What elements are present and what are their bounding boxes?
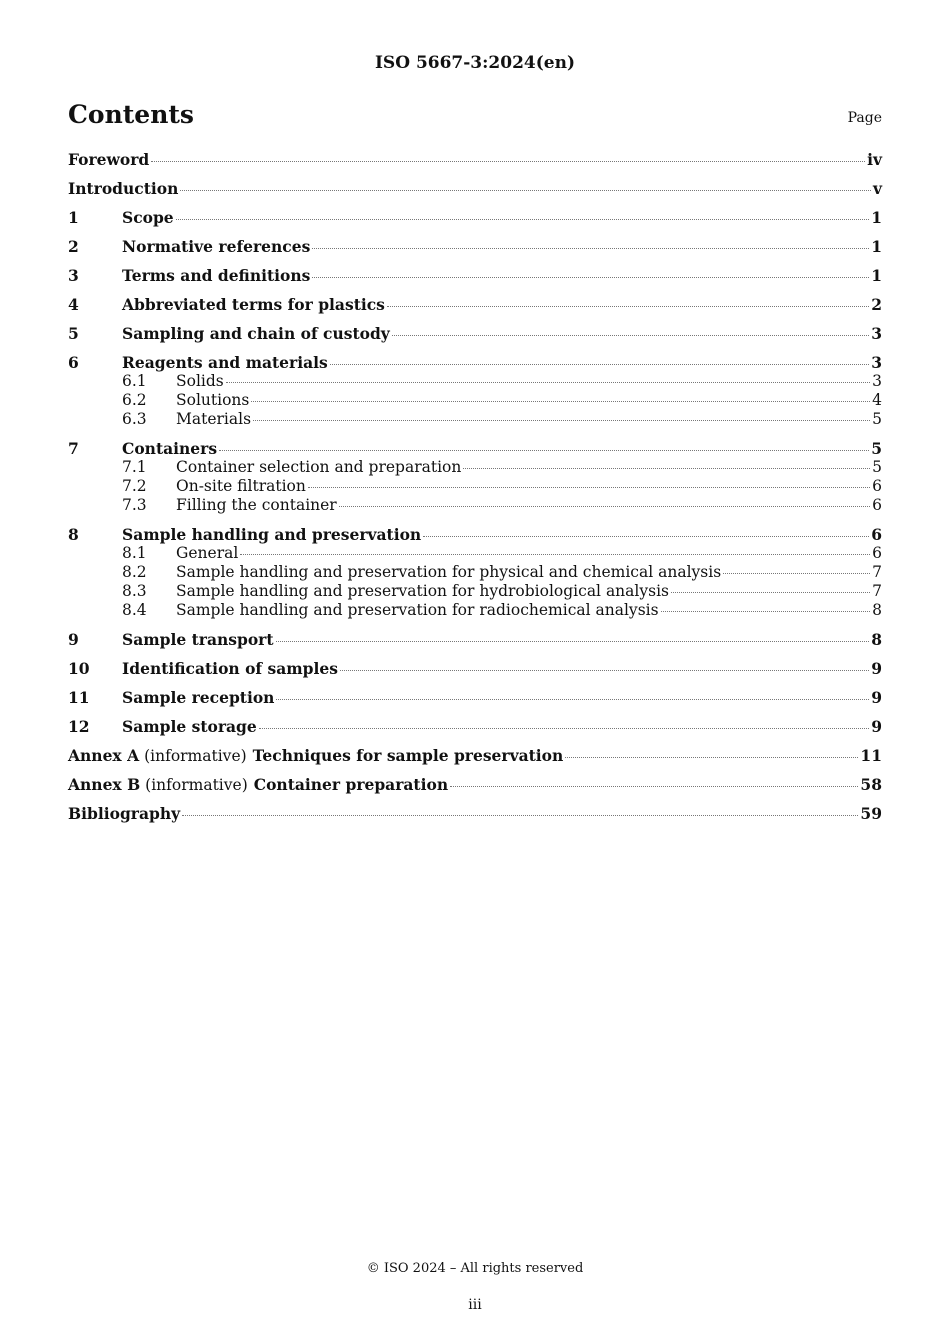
toc-subentry-number: 6.2 — [122, 391, 147, 409]
toc-entry-number: 3 — [68, 266, 79, 285]
toc-subentry-title: On-site filtration — [176, 477, 306, 495]
toc-entry-page: 2 — [871, 295, 882, 314]
toc-subentry-number: 7.3 — [122, 496, 147, 514]
toc-entry-page: 9 — [871, 717, 882, 736]
toc-entry[interactable] — [68, 150, 882, 169]
toc-leader-dots — [340, 670, 869, 671]
toc-leader-dots — [312, 277, 869, 278]
toc-subentry-title: Solids — [176, 372, 224, 390]
toc-entry-page: 1 — [871, 208, 882, 227]
toc-subentry[interactable] — [68, 458, 882, 477]
toc-annex-info: (informative) — [144, 747, 247, 765]
toc-entry-page: 3 — [871, 324, 882, 343]
toc-subentry-page: 6 — [872, 477, 882, 495]
toc-subentry-page: 5 — [872, 410, 882, 428]
toc-annex-label: Annex A — [68, 746, 140, 765]
footer-page-number: iii — [468, 1297, 482, 1313]
toc-subentry-title: General — [176, 544, 239, 562]
toc-subentry-page: 6 — [872, 496, 882, 514]
toc-leader-dots — [253, 420, 870, 421]
toc-entry[interactable] — [68, 324, 882, 343]
toc-entry[interactable] — [68, 804, 882, 823]
toc-subentry-number: 7.1 — [122, 458, 147, 476]
toc-entry-number: 11 — [68, 688, 90, 707]
toc-leader-dots — [151, 161, 865, 162]
toc-subentry-number: 8.4 — [122, 601, 147, 619]
toc-entry-title: Reagents and materials — [122, 353, 328, 372]
toc-subentry[interactable] — [68, 601, 882, 620]
toc-subentry-title: Sample handling and preservation for hydrobiological analysis — [176, 582, 669, 600]
toc-entry-page: 58 — [860, 775, 882, 794]
toc-subentry-number: 8.2 — [122, 563, 147, 581]
toc-leader-dots — [251, 401, 870, 402]
toc-entry-number: 1 — [68, 208, 79, 227]
toc-subentry[interactable] — [68, 391, 882, 410]
toc-entry-title: Sample storage — [122, 717, 257, 736]
toc-subentry-page: 4 — [872, 391, 882, 409]
toc-entry-title: Scope — [122, 208, 174, 227]
toc-entry-number: 4 — [68, 295, 79, 314]
toc-entry-number: 5 — [68, 324, 79, 343]
toc-entry-number: 9 — [68, 630, 79, 649]
toc-entry[interactable] — [68, 746, 882, 765]
toc-leader-dots — [259, 728, 869, 729]
toc-annex-label: Annex B — [68, 775, 141, 794]
toc-subentry-number: 8.3 — [122, 582, 147, 600]
toc-entry-page: 5 — [871, 439, 882, 458]
toc-subentry-title: Materials — [176, 410, 252, 428]
toc-entry-page: 6 — [871, 525, 882, 544]
document-header: ISO 5667-3:2024(en) — [374, 53, 575, 73]
toc-entry-number: 10 — [68, 659, 90, 678]
toc-entry[interactable] — [68, 439, 882, 458]
toc-entry-title: Terms and definitions — [122, 266, 311, 285]
table-of-contents — [68, 150, 882, 823]
toc-leader-dots — [240, 554, 870, 555]
toc-leader-dots — [219, 450, 869, 451]
toc-entry[interactable] — [68, 208, 882, 227]
toc-subentry[interactable] — [68, 563, 882, 582]
toc-entry-title: Bibliography — [68, 804, 181, 823]
toc-entry-number: 6 — [68, 353, 79, 372]
toc-entry-title: Sample handling and preservation — [122, 525, 422, 544]
toc-subentry-page: 8 — [872, 601, 882, 619]
toc-subentry-page: 7 — [872, 582, 882, 600]
toc-subentry-number: 6.1 — [122, 372, 147, 390]
toc-entry-number: 12 — [68, 717, 90, 736]
toc-leader-dots — [671, 592, 870, 593]
contents-title: Contents — [68, 100, 195, 129]
toc-leader-dots — [423, 536, 869, 537]
toc-entry-number: 2 — [68, 237, 79, 256]
toc-entry[interactable] — [68, 353, 882, 372]
toc-leader-dots — [330, 364, 869, 365]
toc-entry-title: Identification of samples — [122, 659, 338, 678]
toc-leader-dots — [176, 219, 870, 220]
toc-entry-number: 7 — [68, 439, 79, 458]
toc-subentry[interactable] — [68, 496, 882, 515]
toc-leader-dots — [463, 468, 870, 469]
toc-entry[interactable] — [68, 237, 882, 256]
toc-leader-dots — [308, 487, 870, 488]
toc-subentry-page: 6 — [872, 544, 882, 562]
toc-entry[interactable] — [68, 775, 882, 794]
toc-entry-page: 3 — [871, 353, 882, 372]
toc-entry-title: Containers — [122, 439, 218, 458]
toc-leader-dots — [339, 506, 870, 507]
toc-subentry-title: Container selection and preparation — [176, 458, 462, 476]
toc-leader-dots — [387, 306, 869, 307]
toc-subentry-number: 8.1 — [122, 544, 147, 562]
toc-entry-number: 8 — [68, 525, 79, 544]
toc-subentry[interactable] — [68, 372, 882, 391]
toc-subentry-page: 7 — [872, 563, 882, 581]
toc-entry-page: 1 — [871, 237, 882, 256]
toc-entry[interactable] — [68, 266, 882, 285]
toc-entry-title: Abbreviated terms for plastics — [122, 295, 385, 314]
toc-entry-page: 9 — [871, 659, 882, 678]
toc-entry[interactable] — [68, 659, 882, 678]
toc-entry[interactable] — [68, 717, 882, 736]
toc-leader-dots — [723, 573, 870, 574]
toc-leader-dots — [392, 335, 869, 336]
toc-entry[interactable] — [68, 295, 882, 314]
toc-entry-page: 8 — [871, 630, 882, 649]
toc-subentry-page: 3 — [872, 372, 882, 390]
page-column-label: Page — [847, 110, 882, 126]
toc-annex-info: (informative) — [145, 776, 248, 794]
footer-copyright: © ISO 2024 – All rights reserved — [366, 1261, 584, 1276]
toc-entry[interactable] — [68, 179, 882, 198]
toc-entry-title: Container preparation — [253, 775, 449, 794]
toc-subentry-page: 5 — [872, 458, 882, 476]
toc-entry-page: 9 — [871, 688, 882, 707]
toc-entry-page: v — [872, 179, 882, 198]
toc-leader-dots — [226, 382, 870, 383]
toc-entry[interactable] — [68, 525, 882, 544]
toc-leader-dots — [182, 815, 858, 816]
toc-entry[interactable] — [68, 630, 882, 649]
toc-leader-dots — [276, 699, 869, 700]
toc-leader-dots — [661, 611, 871, 612]
toc-entry-title: Foreword — [68, 150, 150, 169]
toc-entry-page: 59 — [860, 804, 882, 823]
toc-entry-page: iv — [867, 150, 882, 169]
toc-entry-title: Sample reception — [122, 688, 275, 707]
toc-subentry-title: Sample handling and preservation for physical and chemical analysis — [176, 563, 722, 581]
toc-subentry[interactable] — [68, 410, 882, 429]
toc-leader-dots — [565, 757, 858, 758]
toc-entry-title: Sampling and chain of custody — [122, 324, 390, 343]
toc-subentry[interactable] — [68, 582, 882, 601]
toc-subentry-title: Filling the container — [176, 496, 337, 514]
toc-subentry-number: 7.2 — [122, 477, 147, 495]
toc-leader-dots — [276, 641, 870, 642]
toc-entry-title: Introduction — [68, 179, 179, 198]
toc-subentry[interactable] — [68, 544, 882, 563]
toc-entry-title: Normative references — [122, 237, 311, 256]
toc-leader-dots — [312, 248, 869, 249]
toc-subentry[interactable] — [68, 477, 882, 496]
toc-leader-dots — [180, 190, 871, 191]
toc-entry-title: Sample transport — [122, 630, 274, 649]
toc-leader-dots — [450, 786, 858, 787]
toc-entry-title: Techniques for sample preservation — [252, 746, 564, 765]
toc-entry[interactable] — [68, 688, 882, 707]
toc-subentry-number: 6.3 — [122, 410, 147, 428]
toc-entry-page: 1 — [871, 266, 882, 285]
toc-subentry-title: Sample handling and preservation for radiochemical analysis — [176, 601, 659, 619]
toc-subentry-title: Solutions — [176, 391, 250, 409]
toc-entry-page: 11 — [860, 746, 882, 765]
